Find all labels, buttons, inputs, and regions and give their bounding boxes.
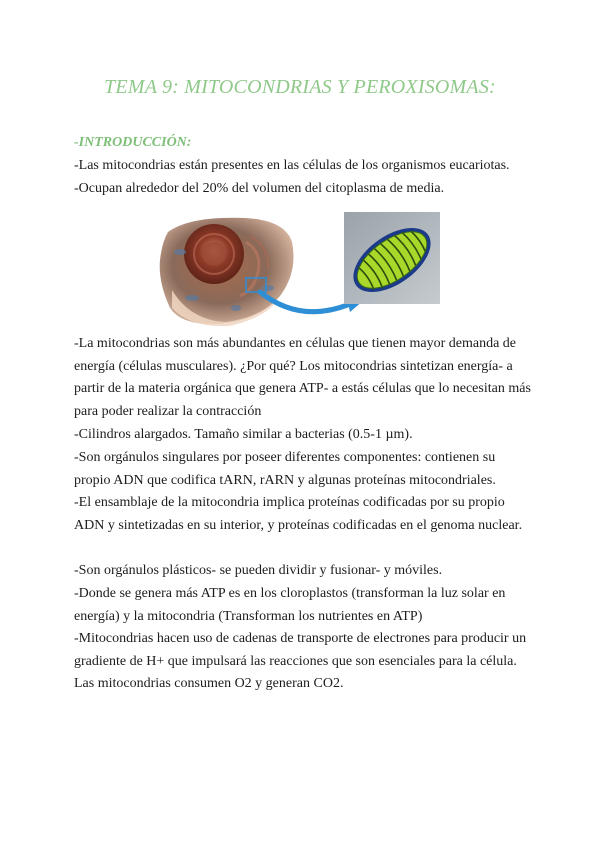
page-title: TEMA 9: MITOCONDRIAS Y PEROXISOMAS: <box>104 76 496 98</box>
body-paragraph-1: -La mitocondrias son más abundantes en células que tienen mayor demanda de energía (células musculares). ¿Por qué? Los mitocondrias sintetizan energía- a partir de la materia orgánica que genera ATP- a estás células que lo necesitan más para poder realizar la contracción <box>74 336 531 419</box>
cell-mitochondria-illustration <box>150 212 450 332</box>
mitochondria-micrograph <box>342 212 442 305</box>
body-paragraph-4: -El ensamblaje de la mitocondria implica proteínas codificadas por su propio ADN y sintetizadas en su interior, y proteínas codificadas en el genoma nuclear. <box>74 495 523 533</box>
cell-mitochondria-figure <box>150 212 450 332</box>
body-paragraph-7: -Mitocondrias hacen uso de cadenas de transporte de electrones para producir un gradiente de H+ que impulsará las reacciones que son esenciales para la célula. Las mitocondrias consumen O2 y generan CO2. <box>74 631 527 692</box>
section-heading: -INTRODUCCIÓN: <box>74 135 192 150</box>
cell-drawing <box>160 218 294 326</box>
body-paragraph-3: -Son orgánulos singulares por poseer diferentes componentes: contienen su propio ADN que codifica tARN, rARN y algunas proteínas mitocondriales. <box>74 450 496 488</box>
body-paragraph-2: -Cilindros alargados. Tamaño similar a bacterias (0.5-1 µm). <box>74 427 413 442</box>
body-paragraph-6: -Donde se genera más ATP es en los cloroplastos (transforman la luz solar en energía) y la mitocondria (Transforman los nutrientes en ATP) <box>74 586 506 624</box>
intro-line-1: -Las mitocondrias están presentes en las células de los organismos eucariotas. <box>74 158 510 173</box>
body-paragraph-5: -Son orgánulos plásticos- se pueden dividir y fusionar- y móviles. <box>74 563 443 578</box>
intro-line-2: -Ocupan alrededor del 20% del volumen del citoplasma de media. <box>74 181 445 196</box>
